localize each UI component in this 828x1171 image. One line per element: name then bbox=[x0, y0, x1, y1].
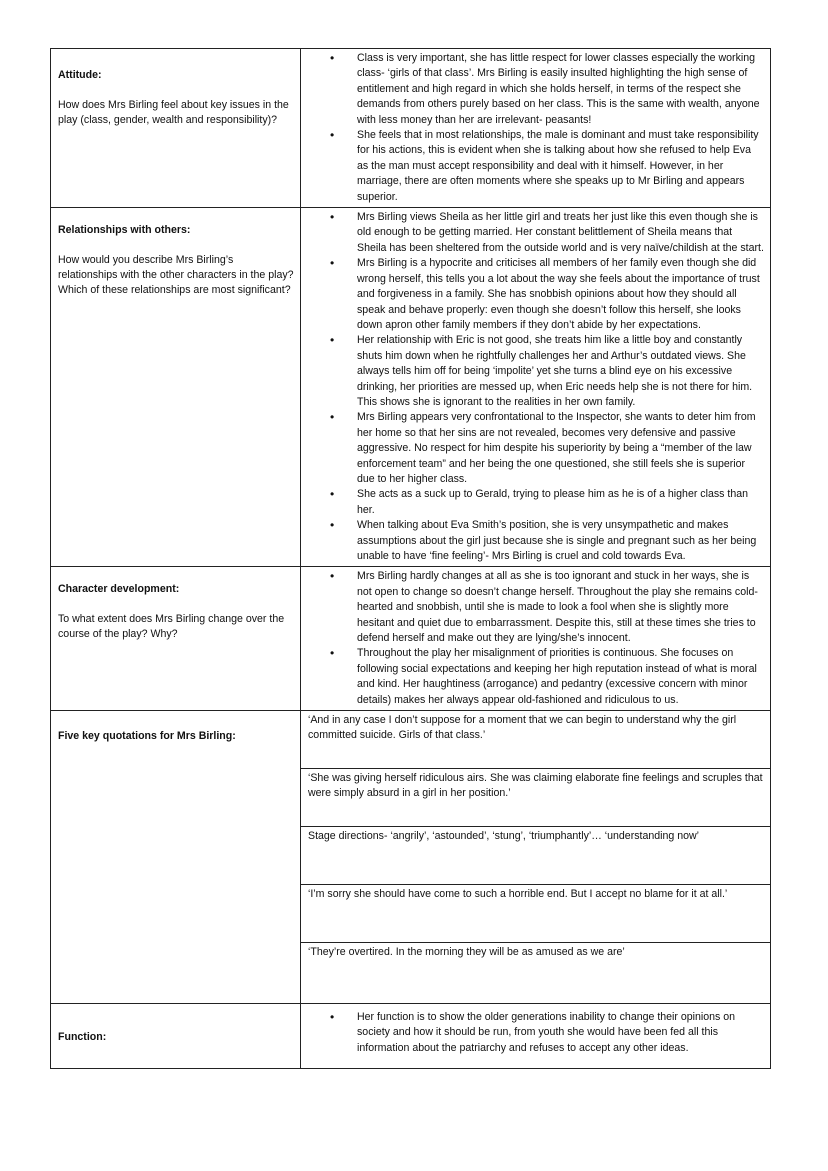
list-item: • Mrs Birling hardly changes at all as she is too ignorant and stuck in her ways, she is not open to change so doesn’t change herself. Throughout the play she remains cold-hearted and snobbish, until she is made to look a fool when she is slightly more hesitant and quiet due to embarrassment. Despite this, still at these times she tries to defend herself and make out they are lying/she’s innocent. bbox=[357, 569, 764, 646]
development-bullets bbox=[301, 567, 770, 710]
quotation-2: ‘She was giving herself ridiculous airs. She was claiming elaborate fine feelings and scruples that were simply absurd in a girl in her position.’ bbox=[301, 769, 770, 827]
relationships-notes-cell bbox=[301, 208, 771, 567]
quotations-cell bbox=[301, 711, 771, 1004]
list-item: • Throughout the play her misalignment of priorities is continuous. She focuses on following social expectations and keeping her high reputation instead of what is moral and kind. Her haughtiness (arrogance) and pedantry (excessive concern with minor details) makes her always appear old-fashioned and ridiculous to us. bbox=[357, 646, 764, 708]
list-item: • Mrs Birling appears very confrontational to the Inspector, she wants to deter him from her home so that her sins are not revealed, becomes very defensive and passive aggressive. No respect for him despite his superiority by being a “member of the law enforcement team” and her being the one questioned, she still feels she is superior due to her higher class. bbox=[357, 410, 764, 487]
development-label-cell bbox=[51, 567, 301, 711]
list-item: • She acts as a suck up to Gerald, trying to please him as he is of a higher class than her. bbox=[357, 487, 764, 518]
development-heading: Character development: bbox=[58, 583, 180, 596]
list-item: • When talking about Eva Smith’s position, she is very unsympathetic and makes assumptions about the girl just because she is single and pregnant such as her being unable to have ‘fine feeling’- Mrs Birling is cruel and cold towards Eva. bbox=[357, 518, 764, 564]
row-character-development bbox=[51, 567, 771, 711]
relationships-heading: Relationships with others: bbox=[58, 224, 191, 237]
attitude-label-cell bbox=[51, 49, 301, 208]
character-analysis-table bbox=[50, 48, 771, 1069]
row-function bbox=[51, 1004, 771, 1069]
row-quotations bbox=[51, 711, 771, 1004]
row-relationships bbox=[51, 208, 771, 567]
relationships-question: How would you describe Mrs Birling’s relationships with the other characters in the play? Which of these relationships are most significant? bbox=[58, 254, 294, 297]
quotation-4: ‘I’m sorry she should have come to such a horrible end. But I accept no blame for it at all.’ bbox=[301, 885, 770, 943]
list-item: • Her relationship with Eric is not good, she treats him like a little boy and constantly shuts him down when he rightfully challenges her and Arthur’s outdated views. She always tells him off for being ‘impolite’ yet she turns a blind eye on his excessive drinking, her priorities are messed up, when Eric needs help she is not there for him. This shows she is ignorant to the realities in her own family. bbox=[357, 333, 764, 410]
function-heading: Function: bbox=[58, 1030, 107, 1043]
list-item: • Class is very important, she has little respect for lower classes especially the working class- ‘girls of that class’. Mrs Birling is easily insulted highlighting the high sense of entitlement and high regard in which she holds herself, in terms of the respect she demands from others purely based on her class. This is the same with wealth, anyone with less money than her are irrelevant- peasants! bbox=[357, 51, 764, 128]
list-item: • She feels that in most relationships, the male is dominant and must take responsibility for his actions, this is evident when she is talking about how she refused to help Eva as the man must accept responsibility and deal with it himself. However, in her marriage, there are often moments where she speaks up to Mr Birling and appears superior. bbox=[357, 128, 764, 205]
quotation-1: ‘And in any case I don’t suppose for a moment that we can begin to understand why the girl committed suicide. Girls of that class.’ bbox=[301, 711, 770, 769]
function-notes-cell bbox=[301, 1004, 771, 1069]
development-question: To what extent does Mrs Birling change over the course of the play? Why? bbox=[58, 613, 285, 641]
development-notes-cell bbox=[301, 567, 771, 711]
attitude-bullets bbox=[301, 49, 770, 207]
relationships-bullets bbox=[301, 208, 770, 566]
function-label-cell bbox=[51, 1004, 301, 1069]
function-bullets bbox=[301, 1004, 770, 1068]
quotation-5: ‘They’re overtired. In the morning they will be as amused as we are’ bbox=[308, 946, 625, 959]
list-item: • Mrs Birling views Sheila as her little girl and treats her just like this even though she is old enough to be getting married. Her constant belittlement of Sheila means that Sheila has been sheltered from the outside world and is very naïve/childish at the start. bbox=[357, 210, 764, 256]
attitude-notes-cell bbox=[301, 49, 771, 208]
relationships-label-cell bbox=[51, 208, 301, 567]
quotations-heading: Five key quotations for Mrs Birling: bbox=[58, 730, 236, 743]
row-attitude bbox=[51, 49, 771, 208]
attitude-question: How does Mrs Birling feel about key issues in the play (class, gender, wealth and responsibility)? bbox=[58, 99, 289, 126]
quotations-label-cell bbox=[51, 711, 301, 1004]
attitude-heading: Attitude: bbox=[58, 69, 102, 81]
list-item: • Her function is to show the older generations inability to change their opinions on society and how it should be run, from youth she would have been fed all this information about the patriarchy and refuses to accept any other ideas. bbox=[357, 1010, 764, 1056]
list-item: • Mrs Birling is a hypocrite and criticises all members of her family even though she did wrong herself, this tells you a lot about the way she feels about the importance of trust and forgiveness in a family. She has snobbish opinions about how they should all speak and behave properly: even though she doesn’t follow this herself, she looks down apron other family members if they don’t abide by her expectations. bbox=[357, 256, 764, 333]
quotation-3: Stage directions- ‘angrily’, ‘astounded’, ‘stung’, ‘triumphantly’… ‘understanding now’ bbox=[301, 827, 770, 885]
